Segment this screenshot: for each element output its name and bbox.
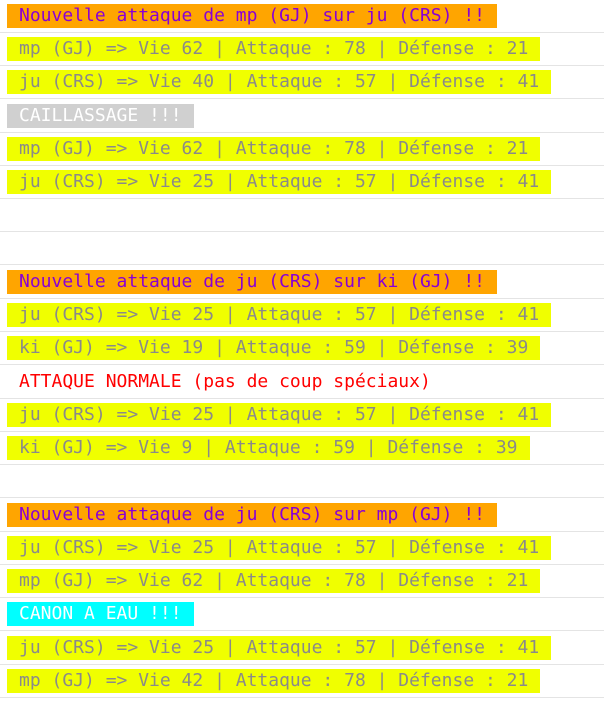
attack-announcement: Nouvelle attaque de mp (GJ) sur ju (CRS) !! xyxy=(7,4,497,28)
fighter-stats: ju (CRS) => Vie 25 | Attaque : 57 | Défense : 41 xyxy=(7,636,551,660)
special-move-label: CANON A EAU !!! xyxy=(7,602,194,626)
log-row xyxy=(0,565,604,598)
fighter-stats: ki (GJ) => Vie 9 | Attaque : 59 | Défense : 39 xyxy=(7,436,530,460)
log-row xyxy=(0,432,604,465)
log-row xyxy=(0,665,604,698)
fighter-stats: mp (GJ) => Vie 62 | Attaque : 78 | Défense : 21 xyxy=(7,569,540,593)
attack-announcement: Nouvelle attaque de ju (CRS) sur ki (GJ) !! xyxy=(7,270,497,294)
attack-announcement: Nouvelle attaque de ju (CRS) sur mp (GJ) !! xyxy=(7,503,497,527)
log-row xyxy=(0,598,604,631)
fighter-stats: ju (CRS) => Vie 25 | Attaque : 57 | Défense : 41 xyxy=(7,303,551,327)
log-row xyxy=(0,166,604,199)
fighter-stats: mp (GJ) => Vie 62 | Attaque : 78 | Défense : 21 xyxy=(7,137,540,161)
log-row xyxy=(0,399,604,432)
log-row xyxy=(0,266,604,299)
log-row xyxy=(0,532,604,565)
log-row xyxy=(0,332,604,365)
normal-attack-label: ATTAQUE NORMALE (pas de coup spéciaux) xyxy=(19,371,431,392)
fighter-stats: ki (GJ) => Vie 19 | Attaque : 59 | Défense : 39 xyxy=(7,336,540,360)
log-row xyxy=(0,0,604,33)
log-row xyxy=(0,66,604,99)
log-row xyxy=(0,299,604,332)
log-row xyxy=(0,33,604,66)
log-row xyxy=(0,499,604,532)
empty-row xyxy=(0,232,604,265)
fighter-stats: ju (CRS) => Vie 40 | Attaque : 57 | Défense : 41 xyxy=(7,70,551,94)
fighter-stats: ju (CRS) => Vie 25 | Attaque : 57 | Défense : 41 xyxy=(7,536,551,560)
log-row xyxy=(0,100,604,133)
log-row xyxy=(0,133,604,166)
fighter-stats: ju (CRS) => Vie 25 | Attaque : 57 | Défense : 41 xyxy=(7,403,551,427)
empty-row xyxy=(0,465,604,498)
fighter-stats: mp (GJ) => Vie 62 | Attaque : 78 | Défense : 21 xyxy=(7,37,540,61)
log-row xyxy=(0,632,604,665)
empty-row xyxy=(0,199,604,232)
log-row xyxy=(0,366,604,399)
fighter-stats: ju (CRS) => Vie 25 | Attaque : 57 | Défense : 41 xyxy=(7,170,551,194)
special-move-label: CAILLASSAGE !!! xyxy=(7,104,194,128)
fighter-stats: mp (GJ) => Vie 42 | Attaque : 78 | Défense : 21 xyxy=(7,669,540,693)
